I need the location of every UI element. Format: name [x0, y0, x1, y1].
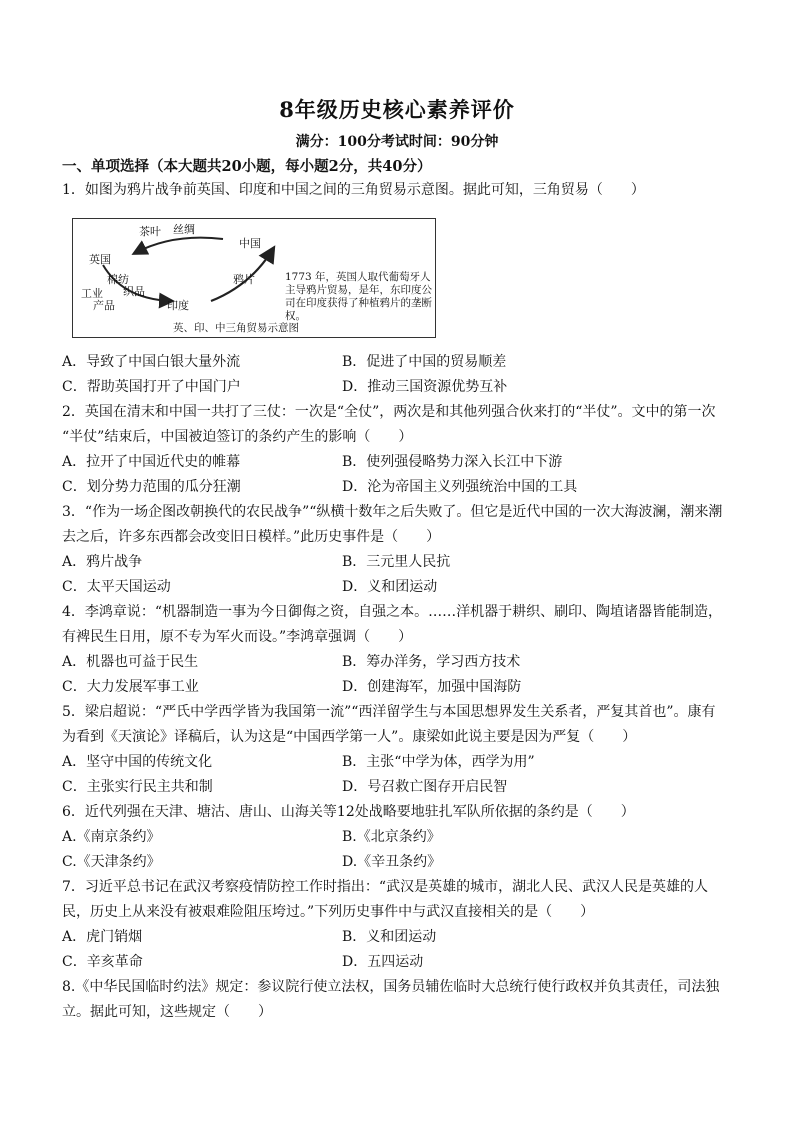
question-4-option-d[interactable]: D．创建海军，加强中国海防: [342, 679, 522, 695]
question-6-option-a[interactable]: A.《南京条约》: [62, 829, 161, 845]
label-opium: 鸦片: [233, 273, 255, 286]
question-1-option-c[interactable]: C．帮助英国打开了中国门户: [62, 379, 241, 395]
arrow-china-to-britain: [135, 238, 223, 253]
question-4-option-b[interactable]: B．筹办洋务，学习西方技术: [342, 654, 521, 670]
question-8-stem-line-2: 立。据此可知，这些规定（ ）: [62, 1004, 272, 1020]
question-2-option-d[interactable]: D．沦为帝国主义列强统治中国的工具: [342, 479, 578, 495]
exam-title: 8年级历史核心素养评价: [279, 97, 515, 122]
section-heading: 一、单项选择（本大题共20小题，每小题2分，共40分）: [62, 158, 432, 175]
question-7-option-c[interactable]: C．辛亥革命: [62, 954, 143, 970]
question-5-stem-line-1: 5．梁启超说：“严氏中学西学皆为我国第一流”“西洋留学生与本国思想界发生关系者，严复其首也”。康有: [62, 704, 716, 720]
question-3-option-b[interactable]: B．三元里人民抗: [342, 554, 451, 570]
question-4-option-a[interactable]: A．机器也可益于民生: [62, 654, 199, 670]
label-silk: 丝绸: [173, 223, 195, 236]
figure-caption: 英、印、中三角贸易示意图: [173, 322, 299, 334]
question-2-option-b[interactable]: B．使列强侵略势力深入长江中下游: [342, 454, 563, 470]
question-3-stem-line-1: 3．“作为一场企图改朝换代的农民战争”“纵横十数年之后失败了。但它是近代中国的一次大海波澜，潮来潮: [62, 504, 723, 520]
question-5-option-a[interactable]: A．坚守中国的传统文化: [62, 754, 213, 770]
question-2-option-a[interactable]: A．拉开了中国近代史的帷幕: [62, 454, 241, 470]
figure-note: 1773 年，英国人取代葡萄牙人主导鸦片贸易，是年，东印度公司在印度获得了种植鸦片的垄断权。: [285, 271, 432, 322]
question-2-option-c[interactable]: C．划分势力范围的瓜分狂潮: [62, 479, 241, 495]
question-8-stem-line-1: 8.《中华民国临时约法》规定：参议院行使立法权，国务员辅佐临时大总统行使行政权并负其责任，司法独: [62, 979, 720, 995]
label-fabric: 织品: [123, 285, 145, 298]
question-5-stem-line-2: 为看到《天演论》译稿后，认为这是“中国西学第一人”。康梁如此说主要是因为严复（ ）: [62, 729, 637, 745]
label-britain: 英国: [89, 253, 111, 266]
question-1-stem: 1．如图为鸦片战争前英国、印度和中国之间的三角贸易示意图。据此可知，三角贸易（ ）: [62, 182, 645, 198]
question-1-option-a[interactable]: A．导致了中国白银大量外流: [62, 354, 241, 370]
label-tea: 茶叶: [139, 225, 161, 238]
question-7-stem-line-2: 民，历史上从来没有被艰难险阻压垮过。”下列历史事件中与武汉直接相关的是（ ）: [62, 904, 595, 920]
question-5-option-c[interactable]: C．主张实行民主共和制: [62, 779, 213, 795]
question-4-stem-line-1: 4．李鸿章说：“机器制造一事为今日御侮之资，自强之本。……洋机器于耕织、刷印、陶埴诸器皆能制造，: [62, 604, 723, 620]
label-cotton: 棉纺: [107, 273, 129, 286]
question-1-option-d[interactable]: D．推动三国资源优势互补: [342, 379, 508, 395]
label-products: 产品: [93, 299, 115, 312]
question-5-option-b[interactable]: B．主张“中学为体，西学为用”: [342, 754, 535, 770]
question-5-option-d[interactable]: D．号召救亡图存开启民智: [342, 779, 508, 795]
question-3-stem-line-2: 去之后，许多东西都会改变旧日模样。”此历史事件是（ ）: [62, 529, 441, 545]
question-6-option-c[interactable]: C.《天津条约》: [62, 854, 161, 870]
question-7-option-b[interactable]: B．义和团运动: [342, 929, 437, 945]
label-china: 中国: [239, 237, 261, 250]
exam-subtitle: 满分：100分考试时间：90分钟: [295, 134, 499, 150]
question-6-option-d[interactable]: D.《辛丑条约》: [342, 854, 442, 870]
question-3-option-d[interactable]: D．义和团运动: [342, 579, 438, 595]
question-4-option-c[interactable]: C．大力发展军事工业: [62, 679, 199, 695]
question-6-stem: 6．近代列强在天津、塘沽、唐山、山海关等12处战略要地驻扎军队所依据的条约是（ ）: [62, 804, 635, 820]
question-7-option-a[interactable]: A．虎门销烟: [62, 929, 143, 945]
question-2-stem-line-1: 2．英国在清末和中国一共打了三仗：一次是“全仗”，两次是和其他列强合伙来打的“半仗”。文中的第一次: [62, 404, 716, 420]
question-3-option-c[interactable]: C．太平天国运动: [62, 579, 171, 595]
question-7-stem-line-1: 7．习近平总书记在武汉考察疫情防控工作时指出：“武汉是英雄的城市，湖北人民、武汉人民是英雄的人: [62, 879, 709, 895]
question-4-stem-line-2: 有裨民生日用，原不专为军火而设。”李鸿章强调（ ）: [62, 629, 413, 645]
question-7-option-d[interactable]: D．五四运动: [342, 954, 424, 970]
question-6-option-b[interactable]: B.《北京条约》: [342, 829, 441, 845]
question-1-option-b[interactable]: B．促进了中国的贸易顺差: [342, 354, 507, 370]
question-3-option-a[interactable]: A．鸦片战争: [62, 554, 143, 570]
triangular-trade-figure: [72, 218, 436, 338]
label-india: 印度: [167, 299, 189, 312]
question-2-stem-line-2: “半仗”结束后，中国被迫签订的条约产生的影响（ ）: [62, 429, 413, 445]
label-industry: 工业: [81, 287, 103, 300]
